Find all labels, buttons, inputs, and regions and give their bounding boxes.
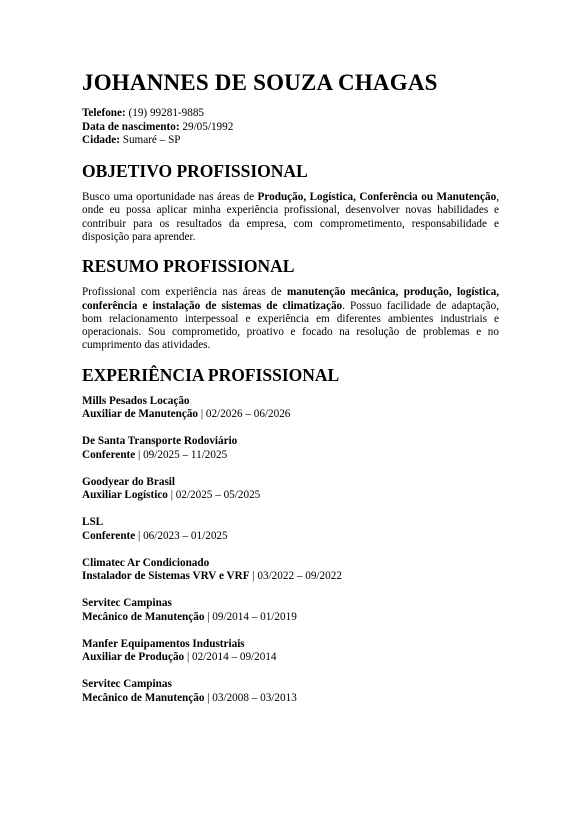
job-period: | 09/2014 – 01/2019: [204, 610, 297, 623]
objective-text-part-1: Busco uma oportunidade nas áreas de: [82, 190, 258, 203]
summary-text-part-1: Profissional com experiência nas áreas de: [82, 286, 287, 299]
objective-text: [82, 191, 499, 244]
job-period: | 02/2026 – 06/2026: [198, 408, 291, 421]
experience-heading: EXPERIÊNCIA PROFISSIONAL: [82, 364, 340, 385]
job-company: Servitec Campinas: [82, 678, 172, 691]
phone-line: [82, 107, 499, 121]
phone-label: Telefone:: [82, 107, 126, 120]
city-value: Sumaré – SP: [122, 134, 181, 147]
phone-value: (19) 99281-9885: [128, 107, 205, 120]
job-company: De Santa Transporte Rodoviário: [82, 435, 238, 448]
job-company: Servitec Campinas: [82, 597, 172, 610]
job-role: Instalador de Sistemas VRV e VRF: [82, 570, 250, 583]
job-period: | 03/2022 – 09/2022: [249, 570, 342, 583]
job-company: Goodyear do Brasil: [82, 475, 176, 488]
job-entry: [82, 395, 499, 422]
objective-text-bold: Produção, Logística, Conferência ou Manutenção: [257, 190, 497, 203]
job-company: Manfer Equipamentos Industriais: [82, 637, 245, 650]
job-company: Climatec Ar Condicionado: [82, 556, 210, 569]
job-entry: [82, 476, 499, 503]
city-label: Cidade:: [82, 134, 120, 147]
job-role: Auxiliar de Produção: [82, 651, 185, 664]
job-period: | 03/2008 – 03/2013: [204, 691, 297, 704]
job-role: Auxiliar de Manutenção: [82, 408, 199, 421]
birth-label: Data de nascimento:: [82, 120, 180, 133]
city-line: [82, 134, 499, 148]
job-period: | 02/2025 – 05/2025: [167, 489, 261, 502]
job-entry: [82, 557, 499, 584]
job-entry: [82, 678, 499, 705]
job-role: Conferente: [82, 529, 136, 542]
contact-block: [82, 107, 499, 148]
job-role: Auxiliar Logístico: [82, 489, 168, 502]
birth-value: 29/05/1992: [182, 120, 234, 133]
job-entry: [82, 638, 499, 665]
job-role: Mecânico de Manutenção: [82, 610, 205, 623]
job-period: | 06/2023 – 01/2025: [135, 529, 228, 542]
resume-name: JOHANNES DE SOUZA CHAGAS: [82, 70, 438, 95]
job-company: Mills Pesados Locação: [82, 394, 190, 407]
job-period: | 09/2025 – 11/2025: [135, 448, 228, 461]
job-entry: [82, 435, 499, 462]
job-entry: [82, 597, 499, 624]
experience-list: [82, 395, 499, 706]
summary-text-bold: manutenção mecânica, produção, logística, conferência e instalação de sistemas de climatização: [82, 286, 499, 312]
job-period: | 02/2014 – 09/2014: [184, 651, 277, 664]
job-entry: [82, 516, 499, 543]
job-role: Conferente: [82, 448, 136, 461]
summary-text-part-2: . Possuo facilidade de adaptação, bom relacionamento interpessoal e experiência em diferentes ambientes industriais e operacionais. Sou comprometido, proativo e focado na resolução de problemas e no cumprimento das atividades.: [82, 299, 499, 352]
summary-heading: RESUMO PROFISSIONAL: [82, 256, 295, 277]
objective-text-part-2: , onde eu possa aplicar minha experiência profissional, desenvolver novas habilidades e contribuir para os resultados da empresa, com comprometimento, responsabilidade e disposição para aprender.: [82, 190, 499, 243]
objective-heading: OBJETIVO PROFISSIONAL: [82, 160, 308, 181]
job-role: Mecânico de Manutenção: [82, 691, 205, 704]
summary-text: [82, 286, 499, 352]
job-company: LSL: [82, 516, 104, 529]
birth-line: [82, 121, 499, 135]
